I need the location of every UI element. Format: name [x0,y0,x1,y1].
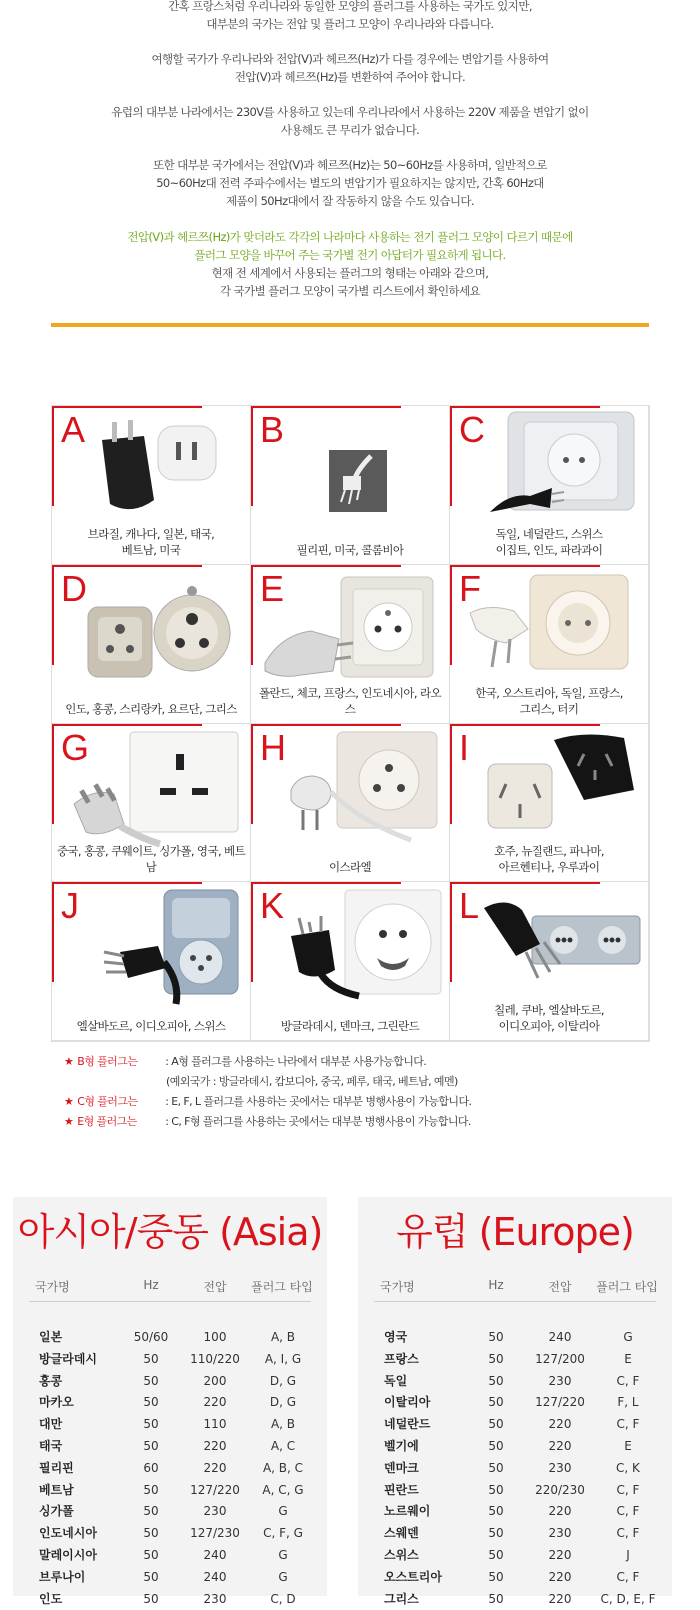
voltage-value: 240 [548,1330,572,1344]
hz-value: 50 [488,1548,504,1562]
table-row [29,1566,311,1588]
intro-line: 현재 전 세계에서 사용되는 플러그의 형태는 아래와 같으며, [211,266,489,280]
plug-countries: 호주, 뉴질랜드, 파나마, 아르헨티나, 우루과이 [494,844,604,875]
note-c [64,1092,664,1112]
note-label: C형 플러그는 [77,1095,138,1108]
plug-countries: 독일, 네덜란드, 스위스 이집트, 인도, 파라과이 [495,526,603,557]
hz-value: 50 [488,1417,504,1432]
country-name: 네덜란드 [384,1417,431,1432]
intro-highlight: 플러그 모양을 바꾸어 주는 국가별 전기 아답터가 필요하게 됩니다. [194,248,506,262]
plug-k-image [281,886,445,1006]
plug-letter: J [61,885,79,927]
voltage-value: 127/200 [535,1351,585,1366]
plug-type-value: J [626,1548,630,1562]
plug-h-image [291,730,441,850]
intro-line: 대부분의 국가는 전압 및 플러그 모양이 우리나라와 다릅니다. [206,17,494,31]
table-row [374,1479,656,1501]
plug-countries: 필리핀, 미국, 콜롬비아 [296,542,404,557]
plug-letter: H [260,726,286,768]
country-name: 브루나이 [39,1569,86,1584]
country-name: 프랑스 [384,1351,419,1366]
plug-countries: 한국, 오스트리아, 독일, 프랑스, 그리스, 터키 [475,685,623,716]
table-row [29,1544,311,1566]
table-row [29,1348,311,1370]
plug-type-value: C, F [616,1373,640,1388]
plug-letter: I [459,726,470,768]
hz-value: 50 [488,1395,504,1410]
plug-letter: A [61,409,86,450]
hz-value: 50/60 [133,1330,169,1344]
plug-cell-i [450,724,649,883]
plug-countries: 인도, 홍콩, 스리랑카, 요르단, 그리스 [65,701,237,716]
country-name: 인도 [39,1591,63,1606]
hz-value: 50 [143,1504,159,1519]
country-name: 영국 [384,1330,408,1344]
voltage-value: 230 [548,1373,572,1388]
plug-type-value: F, L [617,1395,639,1410]
plug-countries: 폴란드, 체코, 프랑스, 인도네시아, 라오스 [258,685,442,716]
hz-value: 50 [488,1482,504,1497]
hz-value: 50 [143,1526,159,1541]
plug-type-value: A, B, C [262,1460,304,1475]
plug-type-value: C, D [270,1591,296,1606]
voltage-value: 220 [548,1439,572,1453]
plug-countries: 이스라엘 [328,860,372,875]
country-name: 홍콩 [39,1373,63,1388]
hz-value: 50 [488,1526,504,1541]
hz-value: 50 [488,1591,504,1606]
table-row [374,1370,656,1392]
country-name: 벨기에 [384,1439,419,1453]
table-row [29,1479,311,1501]
hz-value: 50 [143,1395,159,1410]
country-name: 독일 [384,1373,408,1388]
header-hz: Hz [488,1278,504,1292]
plug-type-value: G [278,1548,288,1562]
hz-value: 50 [488,1330,504,1344]
plug-l-image [476,892,646,992]
voltage-value: 220 [548,1548,572,1562]
plug-type-value: E [624,1439,632,1453]
table-row [374,1413,656,1435]
intro-line: 유럽의 대부분 나라에서는 230V를 사용하고 있는데 우리나라에서 사용하는 220V 제품을 변압기 없이 [111,105,589,119]
plug-c-image [490,410,640,520]
plug-e-image [260,567,441,691]
star-icon: ★ [64,1115,74,1128]
country-name: 방글라데시 [39,1351,97,1366]
plug-type-value: A, B [270,1417,296,1432]
table-row [29,1370,311,1392]
country-name: 인도네시아 [39,1526,97,1541]
plug-cell-b [251,406,450,565]
plug-type-value: A, C [270,1439,296,1453]
asia-table-panel [13,1197,327,1606]
hz-value: 50 [488,1439,504,1453]
hz-value: 50 [143,1417,159,1432]
plug-type-value: G [278,1504,288,1519]
voltage-value: 240 [203,1548,227,1562]
table-row [374,1566,656,1588]
voltage-value: 230 [203,1591,227,1606]
note-text: : A형 플러그를 사용하는 나라에서 대부분 사용가능합니다. [165,1055,427,1068]
plug-countries: 중국, 홍콩, 쿠웨이트, 싱가폴, 영국, 베트남 [56,844,246,875]
plug-g-image [68,728,244,848]
plug-type-value: C, F [616,1417,640,1432]
voltage-value: 220 [203,1439,227,1453]
voltage-value: 220 [548,1504,572,1519]
note-text: : C, F형 플러그를 사용하는 곳에서는 대부분 병행사용이 가능합니다. [165,1115,471,1128]
table-row [374,1457,656,1479]
table-row [29,1522,311,1544]
note-label: B형 플러그는 [77,1055,138,1068]
table-row [29,1457,311,1479]
plug-letter: C [459,409,485,450]
header-voltage: 전압 [203,1280,227,1294]
plug-type-value: D, G [269,1373,297,1388]
note-b [64,1052,664,1072]
table-header [29,1278,311,1302]
plug-type-value: C, F, G [263,1526,303,1541]
hz-value: 50 [143,1439,159,1453]
plug-letter: L [459,885,480,927]
country-name: 이탈리아 [384,1395,431,1410]
intro-line: 여행할 국가가 우리나라와 전압(V)과 헤르쯔(Hz)가 다를 경우에는 변압기를 사용하여 [151,52,549,66]
hz-value: 50 [488,1504,504,1519]
plug-letter: K [260,885,285,927]
plug-type-value: C, K [616,1460,640,1475]
country-name: 마카오 [39,1395,74,1410]
header-country: 국가명 [35,1280,70,1294]
intro-highlight: 전압(V)과 헤르쯔(Hz)가 맞더라도 각각의 나라마다 사용하는 전기 플러그 모양이 다르기 때문에 [127,230,573,244]
plug-cell-h [251,724,450,883]
voltage-value: 230 [548,1526,572,1541]
voltage-value: 220 [203,1460,227,1475]
plug-type-value: C, F [616,1526,640,1541]
intro-line: 각 국가별 플러그 모양이 국가별 리스트에서 확인하세요 [219,284,481,298]
table-row [29,1500,311,1522]
panel-title: 유럽 (Europe) [396,1210,634,1254]
intro-line: 간혹 프랑스처럼 우리나라와 동일한 모양의 플러그를 사용하는 국가도 있지만, [168,0,532,13]
plug-countries: 방글라데시, 덴마크, 그린란드 [280,1019,420,1033]
country-name: 노르웨이 [384,1504,431,1519]
country-name: 핀란드 [384,1482,419,1497]
note-e [64,1112,664,1132]
plug-cell-a [52,406,251,565]
plug-letter: G [61,726,90,768]
plug-type-grid [51,405,650,1042]
plug-cell-k [251,882,450,1041]
table-header [374,1278,656,1302]
voltage-value: 230 [203,1504,227,1519]
country-name: 스웨덴 [384,1526,419,1541]
plug-a-image [92,420,222,520]
voltage-value: 200 [203,1373,227,1388]
table-row [374,1588,656,1610]
intro-line: 또한 대부분 국가에서는 전압(V)과 헤르쯔(Hz)는 50~60Hz를 사용하며, 일반적으로 [153,158,547,172]
header-plug: 플러그 타입 [596,1280,658,1294]
country-name: 일본 [39,1330,63,1344]
voltage-value: 220/230 [535,1482,585,1497]
table-row [29,1413,311,1435]
voltage-value: 100 [203,1330,227,1344]
hz-value: 50 [488,1460,504,1475]
intro-line: 제품이 50Hz대에서 잘 작동하지 않을 수도 있습니다. [226,194,474,208]
plug-j-image [80,886,244,1006]
hz-value: 50 [488,1351,504,1366]
plug-type-value: A, I, G [264,1351,302,1366]
plug-type-value: C, D, E, F [600,1591,656,1606]
hz-value: 60 [143,1460,159,1475]
header-country: 국가명 [380,1280,415,1294]
table-row [374,1326,656,1348]
plug-i-image [484,730,644,840]
country-name: 그리스 [384,1591,419,1606]
plug-countries: 브라질, 캐나다, 일본, 태국, 베트남, 미국 [87,526,215,557]
plug-cell-g [52,724,251,883]
plug-letter: F [459,567,481,609]
note-text: (예외국가 : 방글라데시, 캄보디아, 중국, 페루, 태국, 베트남, 예멘) [166,1075,458,1088]
country-name: 싱가폴 [39,1504,74,1519]
hz-value: 50 [143,1351,159,1366]
voltage-value: 127/220 [535,1395,585,1410]
table-row [374,1500,656,1522]
country-name: 덴마크 [384,1460,419,1475]
hz-value: 50 [143,1569,159,1584]
plug-f-image [468,573,638,683]
plug-cell-f [450,565,649,724]
plug-type-value: C, F [616,1482,640,1497]
hz-value: 50 [488,1569,504,1584]
star-icon: ★ [64,1095,74,1108]
voltage-value: 110 [203,1417,227,1432]
country-name: 대만 [39,1417,63,1432]
plug-type-value: A, C, G [262,1482,304,1497]
plug-type-value: D, G [269,1395,297,1410]
header-voltage: 전압 [548,1280,572,1294]
hz-value: 50 [143,1373,159,1388]
hz-value: 50 [143,1548,159,1562]
table-row [29,1326,311,1348]
plug-d-image [82,571,242,691]
table-row [29,1391,311,1413]
country-name: 필리핀 [39,1460,74,1475]
table-row [374,1522,656,1544]
plug-letter: B [260,409,285,450]
voltage-value: 230 [548,1460,572,1475]
voltage-value: 220 [548,1417,572,1432]
table-row [374,1391,656,1413]
country-name: 베트남 [39,1482,74,1497]
plug-cell-j [52,882,251,1041]
plug-cell-l [450,882,649,1041]
plug-letter: D [61,567,87,609]
plug-type-value: C, F [616,1504,640,1519]
plug-cell-c [450,406,649,565]
table-row [29,1435,311,1457]
panel-title: 아시아/중동 (Asia) [17,1210,323,1254]
voltage-value: 127/220 [190,1482,240,1497]
hz-value: 50 [143,1482,159,1497]
plug-b-image [329,448,389,516]
country-name: 스위스 [384,1548,419,1562]
country-name: 오스트리아 [384,1569,442,1584]
country-name: 태국 [39,1439,63,1453]
europe-table-panel [358,1197,672,1606]
voltage-value: 127/230 [190,1526,240,1541]
plug-cell-d [52,565,251,724]
note-label: E형 플러그는 [77,1115,137,1128]
plug-type-value: G [623,1330,633,1344]
intro-line: 50~60Hz대 전력 주파수에서는 별도의 변압기가 필요하지는 않지만, 간혹 60Hz대 [156,176,544,190]
hz-value: 50 [143,1591,159,1606]
hz-value: 50 [488,1373,504,1388]
plug-countries: 칠레, 쿠바, 엘살바도르, 이디오피아, 이탈리아 [494,1003,604,1033]
plug-type-value: E [624,1351,632,1366]
table-row [29,1588,311,1610]
table-row [374,1348,656,1370]
country-name: 말레이시아 [39,1548,97,1562]
plug-letter: E [260,567,285,609]
voltage-value: 240 [203,1569,227,1584]
plug-type-value: G [278,1569,288,1584]
star-icon: ★ [64,1055,74,1068]
table-row [374,1544,656,1566]
plug-type-value: A, B [270,1330,296,1344]
intro-line: 사용해도 큰 무리가 없습니다. [280,123,420,137]
intro-line: 전압(V)과 헤르쯔(Hz)를 변환하여 주어야 합니다. [234,70,466,84]
header-hz: Hz [143,1278,159,1292]
header-plug: 플러그 타입 [251,1280,313,1294]
plug-cell-e [251,565,450,724]
voltage-value: 220 [548,1569,572,1584]
plug-countries: 엘살바도르, 이디오피아, 스위스 [76,1019,226,1033]
voltage-value: 220 [548,1591,572,1606]
plug-compatibility-notes [64,1052,664,1132]
plug-type-value: C, F [616,1569,640,1584]
voltage-value: 220 [203,1395,227,1410]
note-text: : E, F, L 플러그를 사용하는 곳에서는 대부분 병행사용이 가능합니다. [165,1095,472,1108]
note-b-extra [64,1072,664,1092]
section-divider [51,323,649,327]
voltage-value: 110/220 [190,1351,240,1366]
table-row [374,1435,656,1457]
